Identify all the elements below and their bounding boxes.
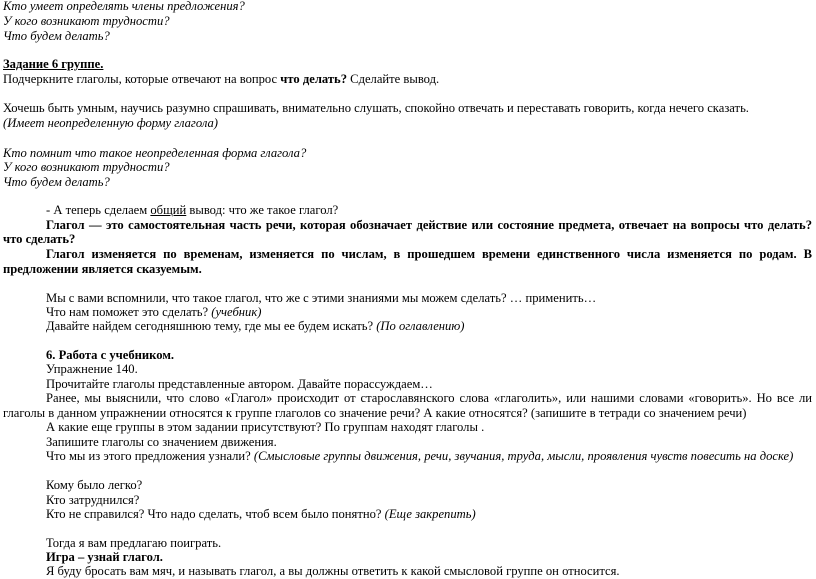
definition-verb-2a: Глагол изменяется по временам, изменяется по числам, в прошедшем времени единственного числа изменяется по родам. В <box>46 247 812 261</box>
section6-motion: Запишите глаголы со значением движения. <box>46 435 277 449</box>
section6-exercise: Упражнение 140. <box>46 362 138 376</box>
task6-instruction <box>3 73 439 86</box>
definition-verb-1a: Глагол — это самостоятельная часть речи, которая обозначает действие или состояние предмета, отвечает на вопросы что делать? <box>46 218 812 232</box>
reflection-failed-a: Кто не справился? Что надо сделать, чтоб всем было понятно? <box>46 507 385 521</box>
section6-read: Прочитайте глаголы представленные автором. Давайте порассуждаем… <box>46 377 433 391</box>
conclusion-intro-b: вывод: что же такое глагол? <box>186 203 339 217</box>
question-infinitive: Кто помнит что такое неопределенная форма глагола? <box>3 146 307 160</box>
reflection-failed-b: (Еще закрепить) <box>384 507 476 521</box>
section6-learned-b: (Смысловые группы движения, речи, звучания, труда, мысли, проявления чувств повесить на доске) <box>253 449 794 463</box>
definition-verb-2b: предложении является сказуемым. <box>3 262 202 276</box>
recall-line-3b: (По оглавлению) <box>376 319 465 333</box>
task6-instruction-start: Подчеркните глаголы, которые отвечают на вопрос <box>3 72 281 86</box>
section6-paragraph-b: глаголы в данном упражнении относятся к группе глаголов со значение речи? А какие относятся? (запишите в тетради со значением речи) <box>3 406 747 420</box>
task6-heading: Задание 6 группе. <box>3 57 104 71</box>
task6-proverb: Хочешь быть умным, научись разумно спрашивать, внимательно слушать, спокойно отвечать и переставать говорить, когда нечего сказать. <box>3 101 749 115</box>
conclusion-intro-a: - А теперь сделаем <box>46 203 151 217</box>
game-rules: Я буду бросать вам мяч, и называть глагол, а вы должны ответить к какой смысловой группе он относится. <box>46 564 620 578</box>
conclusion-intro <box>46 204 338 217</box>
recall-line-2a: Что нам поможет это сделать? <box>46 305 212 319</box>
reflection-easy: Кому было легко? <box>46 478 143 492</box>
task6-instruction-end: Сделайте вывод. <box>347 72 440 86</box>
recall-line-3 <box>46 320 464 333</box>
section6-heading: 6. Работа с учебником. <box>46 348 175 362</box>
game-title: Игра – узнай глагол. <box>46 550 163 564</box>
reflection-hard: Кто затруднился? <box>46 493 140 507</box>
section6-learned <box>46 450 793 463</box>
section6-paragraph-a: Ранее, мы выяснили, что слово «Глагол» происходит от старославянского слова «глаголить», или нашими словами «говорить». Но все ли <box>46 391 812 405</box>
conclusion-intro-underlined: общий <box>150 203 187 217</box>
recall-line-1: Мы с вами вспомнили, что такое глагол, что же с этими знаниями мы можем сделать? … применить… <box>46 291 597 305</box>
recall-line-2 <box>46 306 261 319</box>
question-difficulties-2: У кого возникают трудности? <box>3 160 170 174</box>
task6-instruction-bold: что делать? <box>280 72 348 86</box>
section6-groups: А какие еще группы в этом задании присутствуют? По группам находят глаголы . <box>46 420 485 434</box>
recall-line-3a: Давайте найдем сегодняшнюю тему, где мы ее будем искать? <box>46 319 377 333</box>
definition-verb-1b: что сделать? <box>3 232 76 246</box>
question-what-to-do-2: Что будем делать? <box>3 175 110 189</box>
question-difficulties: У кого возникают трудности? <box>3 14 170 28</box>
section6-learned-a: Что мы из этого предложения узнали? <box>46 449 254 463</box>
reflection-failed <box>46 508 476 521</box>
game-offer: Тогда я вам предлагаю поиграть. <box>46 536 222 550</box>
recall-line-2b: (учебник) <box>211 305 262 319</box>
question-what-to-do: Что будем делать? <box>3 29 110 43</box>
question-members: Кто умеет определять члены предложения? <box>3 0 245 13</box>
task6-note: (Имеет неопределенную форму глагола) <box>3 116 218 130</box>
